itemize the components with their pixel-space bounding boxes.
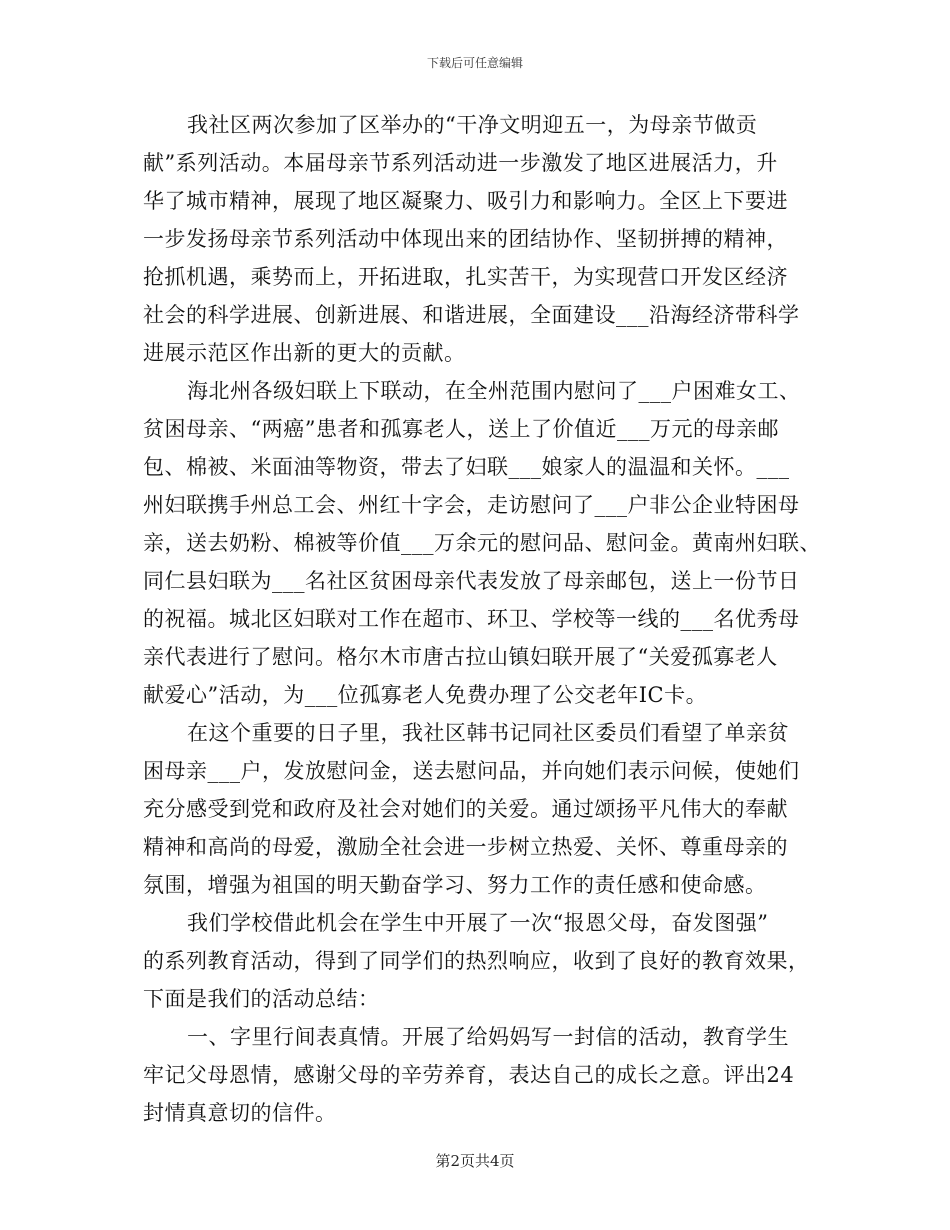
body-line: 的系列教育活动，得到了同学们的热烈响应，收到了良好的教育效果，	[143, 949, 810, 973]
body-line: 献”系列活动。本届母亲节系列活动进一步激发了地区进展活力，升	[143, 151, 778, 175]
body-line: 同仁县妇联为___名社区贫困母亲代表发放了母亲邮包，送上一份节日	[143, 569, 800, 593]
body-line: 困母亲___户，发放慰问金，送去慰问品，并向她们表示问候，使她们	[143, 759, 800, 783]
body-line: 在这个重要的日子里，我社区韩书记同社区委员们看望了单亲贫	[187, 721, 789, 745]
body-line: 献爱心”活动，为___位孤寡老人免费办理了公交老年IC卡。	[143, 683, 708, 707]
body-line: 一步发扬母亲节系列活动中体现出来的团结协作、坚韧拼搏的精神，	[143, 227, 788, 251]
page-header: 下载后可任意编辑	[426, 56, 523, 70]
body-line: 充分感受到党和政府及社会对她们的关爱。通过颂扬平凡伟大的奉献	[143, 797, 788, 821]
page-number: 第2页共4页	[435, 1152, 515, 1170]
body-line: 我们学校借此机会在学生中开展了一次“报恩父母，奋发图强”	[187, 911, 769, 935]
body-line: 华了城市精神，展现了地区凝聚力、吸引力和影响力。全区上下要进	[143, 189, 788, 213]
body-line: 社会的科学进展、创新进展、和谐进展，全面建设___沿海经济带科学	[143, 303, 800, 327]
body-line: 包、棉被、米面油等物资，带去了妇联___娘家人的温温和关怀。___	[143, 455, 790, 479]
body-line: 抢抓机遇，乘势而上，开拓进取，扎实苦干，为实现营口开发区经济	[143, 265, 788, 289]
body-line: 封情真意切的信件。	[143, 1101, 337, 1125]
body-line: 一、字里行间表真情。开展了给妈妈写一封信的活动，教育学生	[187, 1025, 789, 1049]
document-body	[143, 106, 823, 1132]
body-line: 亲，送去奶粉、棉被等价值___万余元的慰问品、慰问金。黄南州妇联、	[143, 531, 821, 555]
body-line: 州妇联携手州总工会、州红十字会，走访慰问了___户非公企业特困母	[143, 493, 800, 517]
body-line: 下面是我们的活动总结：	[143, 987, 380, 1011]
body-line: 亲代表进行了慰问。格尔木市唐古拉山镇妇联开展了“关爱孤寡老人	[143, 645, 778, 669]
body-line: 我社区两次参加了区举办的“干净文明迎五一，为母亲节做贡	[187, 113, 758, 137]
body-line: 精神和高尚的母爱，激励全社会进一步树立热爱、关怀、尊重母亲的	[143, 835, 788, 859]
body-line: 贫困母亲、“两癌”患者和孤寡老人，送上了价值近___万元的母亲邮	[143, 417, 779, 441]
body-line: 氛围，增强为祖国的明天勤奋学习、努力工作的责任感和使命感。	[143, 873, 767, 897]
body-line: 海北州各级妇联上下联动，在全州范围内慰问了___户困难女工、	[187, 379, 801, 403]
body-line: 的祝福。城北区妇联对工作在超市、环卫、学校等一线的___名优秀母	[143, 607, 800, 631]
body-line: 进展示范区作出新的更大的贡献。	[143, 341, 466, 365]
body-line: 牢记父母恩情，感谢父母的辛劳养育，表达自己的成长之意。评出24	[143, 1063, 795, 1087]
